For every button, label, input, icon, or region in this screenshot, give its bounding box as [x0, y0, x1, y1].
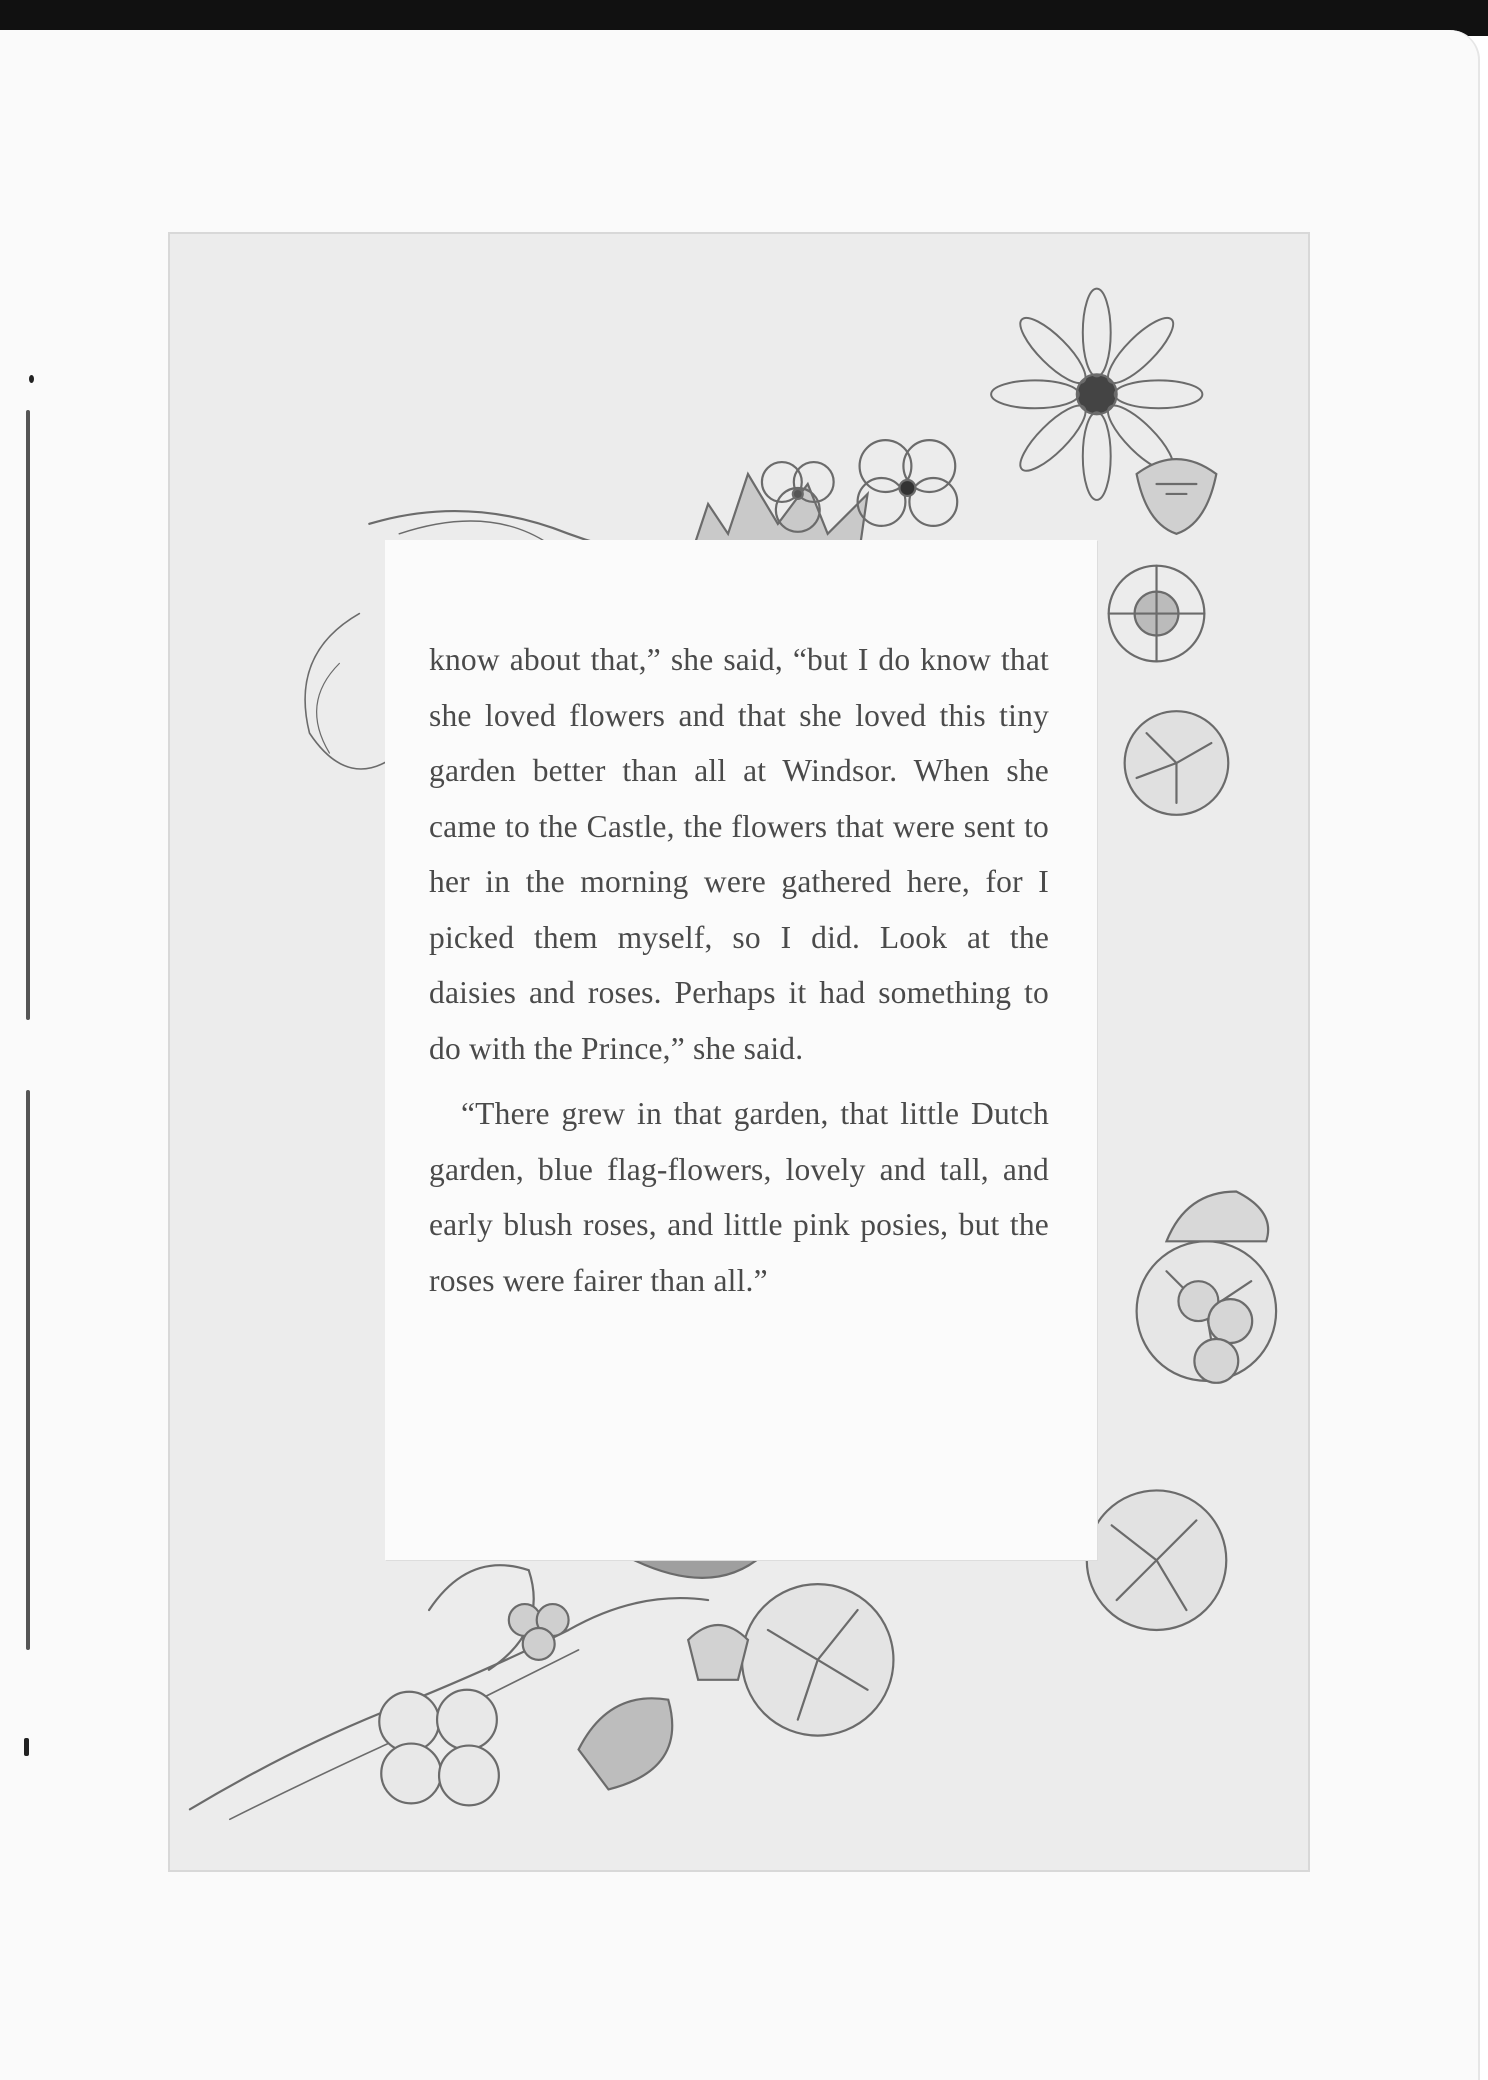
page-binding-line [26, 410, 30, 1020]
nasturtium-leaf-icon [742, 1584, 893, 1735]
paragraph: “There grew in that garden, that little Dutch garden, blue flag-flowers, lovely and tall, and early blush roses, and little pink posies, but the roses were fairer than all.” [429, 1096, 1049, 1298]
pansy-icon [509, 1604, 569, 1660]
nasturtium-leaf-icon [1125, 711, 1229, 815]
pansy-icon [379, 1690, 499, 1806]
bellflower-icon [1137, 459, 1217, 534]
bellflower-icon [688, 1625, 748, 1680]
bellflower-icon [1109, 566, 1205, 662]
ink-speck [24, 1738, 29, 1756]
paragraph: know about that,” she said, “but I do know that she loved flowers and that she loved this tiny garden better than all at Windsor. When she came to the Castle, the flowers that were sent to her in the morning were gathered here, for I picked them myself, so I did. Look at the daisies and roses. Perhaps it had something to do with the Prince,” she said. [429, 642, 1049, 1066]
page-binding-line [26, 1090, 30, 1650]
text-panel [385, 540, 1097, 1560]
leaf-icon [579, 1698, 673, 1789]
nasturtium-leaf-icon [1087, 1490, 1227, 1630]
ink-speck [29, 375, 34, 383]
leaf-icon [1166, 1192, 1268, 1242]
pansy-icon [858, 440, 958, 526]
